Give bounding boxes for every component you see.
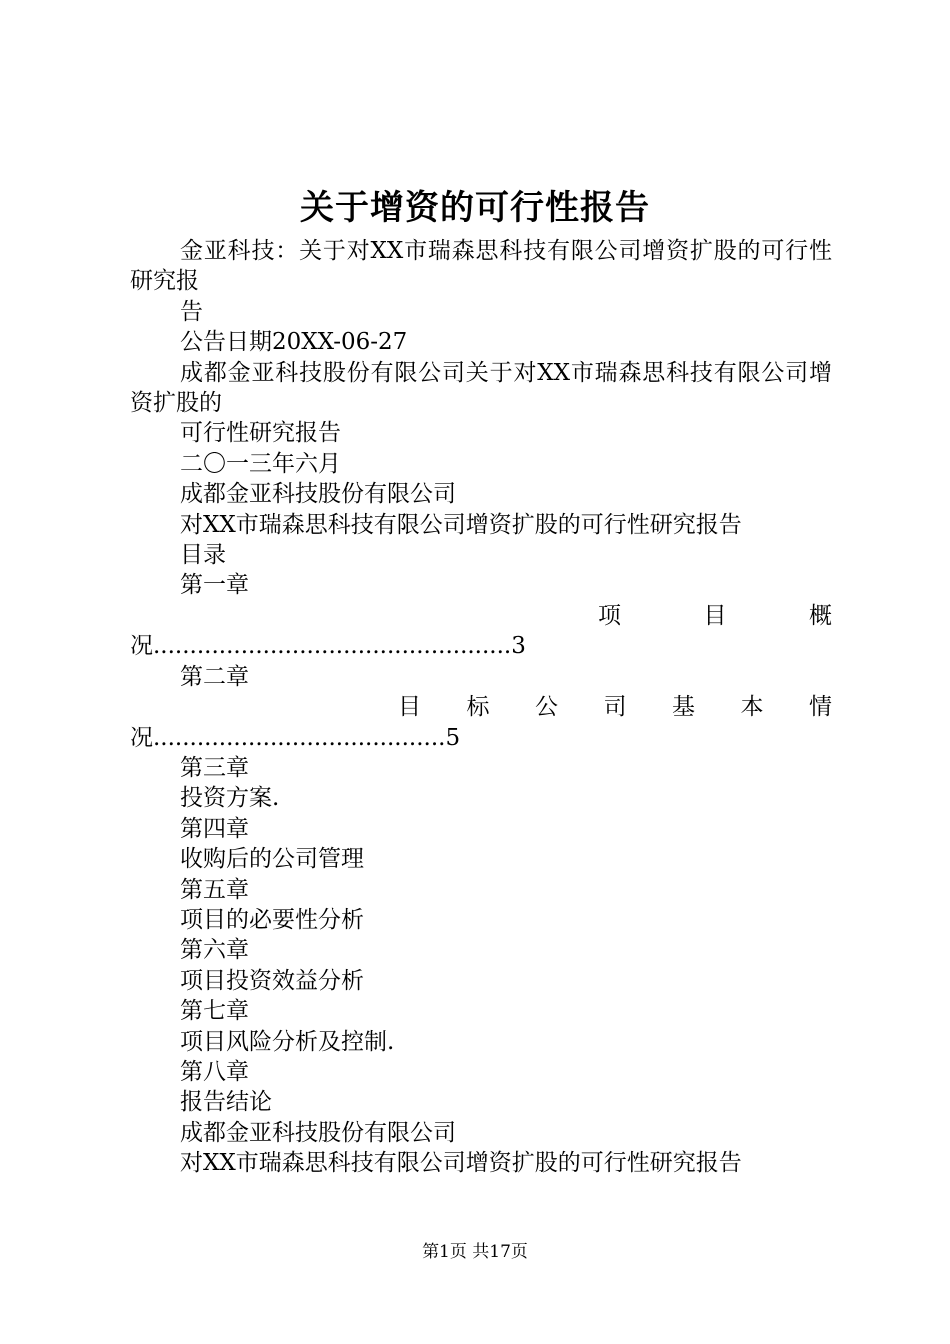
paragraph: 可行性研究报告 xyxy=(180,420,341,447)
toc-word: 标 xyxy=(466,694,490,721)
paragraph: 告 xyxy=(180,298,203,325)
paragraph: 成都金亚科技股份有限公司关于对XX市瑞森思科技有限公司增资扩股的 xyxy=(130,359,832,417)
toc-chapter: 第七章 xyxy=(180,998,249,1025)
page-footer: 第1页 共17页 xyxy=(422,1242,528,1262)
toc-entry-leader: 况.................................................3 xyxy=(130,633,526,660)
toc-chapter-title: 项目的必要性分析 xyxy=(180,906,364,933)
toc-chapter: 第六章 xyxy=(180,937,249,964)
toc-word: 目 xyxy=(703,602,727,629)
toc-chapter: 第八章 xyxy=(180,1058,249,1085)
toc-word: 情 xyxy=(809,694,832,721)
toc-word: 本 xyxy=(740,694,764,721)
paragraph-report-title: 对XX市瑞森思科技有限公司增资扩股的可行性研究报告 xyxy=(180,1150,742,1177)
toc-chapter: 第一章 xyxy=(180,572,249,599)
page-title: 关于增资的可行性报告 xyxy=(300,188,650,228)
paragraph-report-title: 对XX市瑞森思科技有限公司增资扩股的可行性研究报告 xyxy=(180,511,742,538)
paragraph-company: 成都金亚科技股份有限公司 xyxy=(180,1119,456,1146)
toc-chapter: 第五章 xyxy=(180,876,249,903)
toc-word: 基 xyxy=(672,694,695,721)
toc-chapter-title: 项目投资效益分析 xyxy=(180,967,364,994)
toc-word: 概 xyxy=(809,602,832,629)
toc-entry-words xyxy=(598,601,832,631)
toc-word: 公 xyxy=(535,694,558,721)
paragraph-intro: 金亚科技：关于对XX市瑞森思科技有限公司增资扩股的可行性研究报 xyxy=(130,238,832,295)
toc-chapter-title: 报告结论 xyxy=(180,1089,272,1116)
toc-chapter-title: 投资方案. xyxy=(180,785,280,812)
toc-entry-2 xyxy=(130,692,832,753)
toc-chapter-title: 项目风险分析及控制. xyxy=(180,1028,395,1055)
toc-chapter-title: 收购后的公司管理 xyxy=(180,846,364,873)
paragraph-company: 成都金亚科技股份有限公司 xyxy=(180,481,456,508)
toc-heading: 目录 xyxy=(180,542,226,569)
toc-chapter: 第三章 xyxy=(180,754,249,781)
toc-word: 项 xyxy=(598,602,621,629)
paragraph-date-cn: 二〇一三年六月 xyxy=(180,450,341,477)
toc-word: 目 xyxy=(398,694,421,721)
toc-entry-words xyxy=(398,692,832,722)
toc-entry-leader: 况........................................5 xyxy=(130,724,461,751)
paragraph-date: 公告日期20XX-06-27 xyxy=(180,329,408,356)
toc-chapter: 第四章 xyxy=(180,815,249,842)
toc-entry-1 xyxy=(130,601,832,662)
toc-word: 司 xyxy=(603,694,627,721)
document-body xyxy=(130,236,832,1179)
toc-chapter: 第二章 xyxy=(180,663,249,690)
